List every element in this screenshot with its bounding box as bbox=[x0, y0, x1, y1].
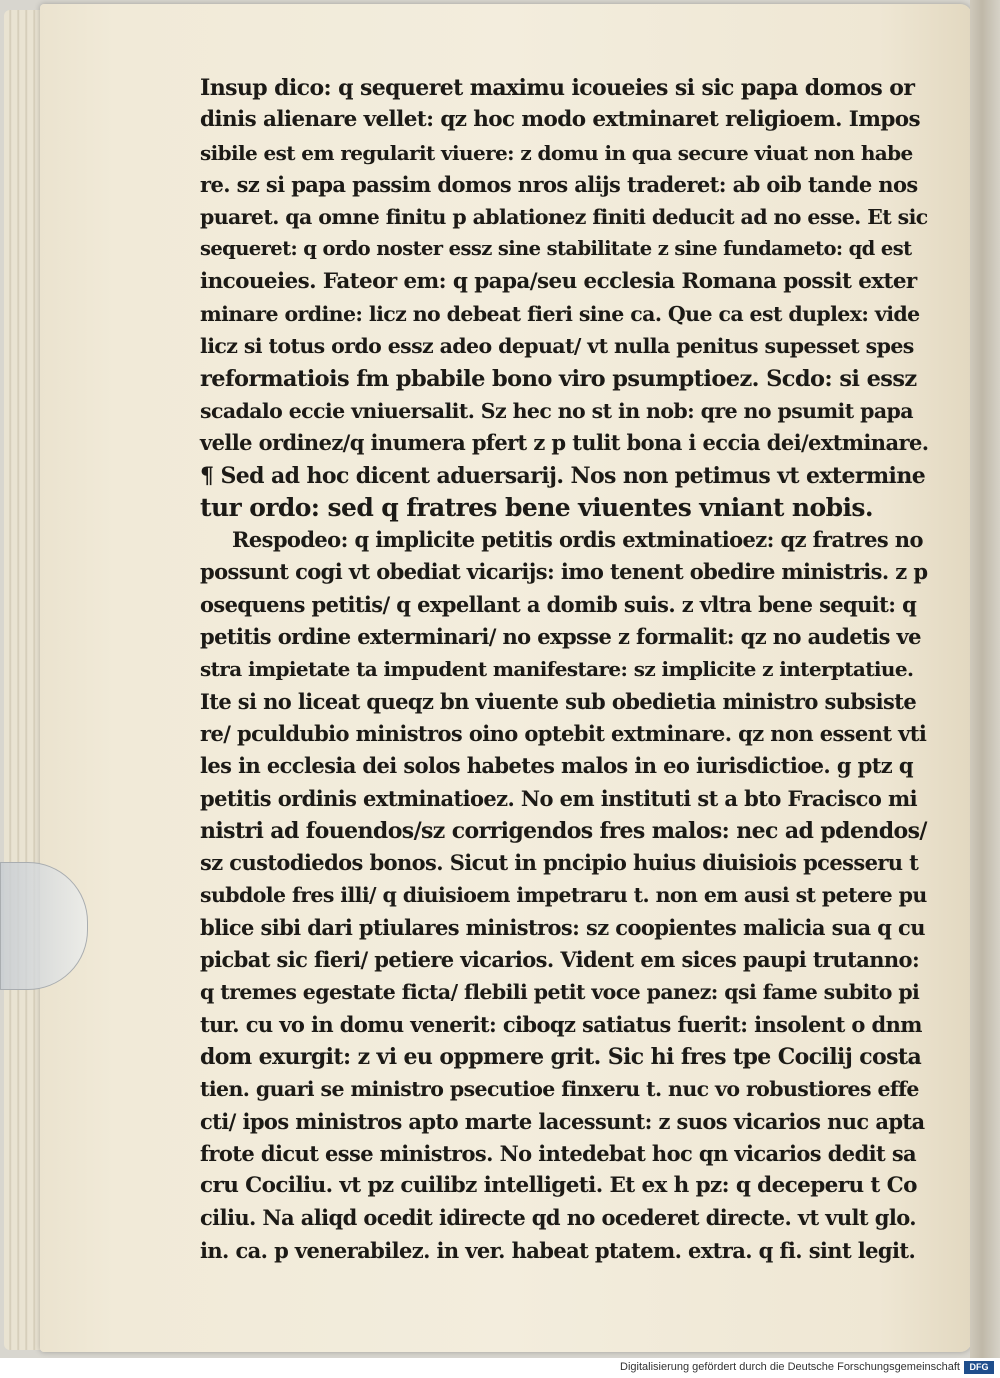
text-line: re. sz si papa passim domos nros alijs traderet: ab oib tande nos bbox=[200, 171, 918, 197]
text-block bbox=[200, 72, 930, 1267]
text-line: Ite si no liceat queqz bn viuente sub obedietia ministro subsiste bbox=[200, 688, 917, 714]
text-line: scadalo eccie vniuersalit. Sz hec no st in nob: qre no psumit papa bbox=[200, 398, 913, 423]
dfg-logo: DFG bbox=[964, 1361, 994, 1374]
text-line: les in ecclesia dei solos habetes malos in eo iurisdictioe. g ptz q bbox=[200, 753, 913, 779]
text-line: minare ordine: licz no debeat fieri sine ca. Que ca est duplex: vide bbox=[200, 302, 920, 327]
text-line: cti/ ipos ministros apto marte lacessunt: z suos vicarios nuc apta bbox=[200, 1108, 925, 1134]
text-line: Insup dico: q sequeret maximu icoueies si sic papa domos or bbox=[200, 75, 915, 101]
text-line: stra impietate ta impudent manifestare: sz implicite z interptatiue. bbox=[200, 657, 914, 682]
text-line: sibile est em regularit viuere: z domu in qua secure viuat non habe bbox=[200, 140, 913, 165]
text-line: cru Cociliu. vt pz cuilibz intelligeti. Et ex h pz: q deceperu t Co bbox=[200, 1173, 917, 1199]
text-line: in. ca. p venerabilez. in ver. habeat ptatem. extra. q fi. sint legit. bbox=[200, 1237, 916, 1263]
text-line: velle ordinez/q inumera pfert z p tulit bona i eccia dei/extminare. bbox=[200, 430, 929, 456]
text-line: picbat sic fieri/ petiere vicarios. Vident em sices paupi trutanno: bbox=[200, 947, 920, 973]
text-line: dinis alienare vellet: qz hoc modo extminaret religioem. Impos bbox=[200, 107, 921, 133]
funding-credit: Digitalisierung gefördert durch die Deutsche Forschungsgemeinschaft bbox=[620, 1361, 960, 1373]
text-line: tien. guari se ministro psecutioe finxeru t. nuc vo robustiores effe bbox=[200, 1077, 919, 1102]
binding-shadow bbox=[970, 0, 1000, 1358]
text-line-paragraph-start: Respodeo: q implicite petitis ordis extminatioez: qz fratres no bbox=[232, 527, 923, 553]
text-line: frote dicut esse ministros. No intedebat hoc qn vicarios dedit sa bbox=[200, 1140, 917, 1166]
text-line: petitis ordine exterminari/ no expsse z formalit: qz no audetis ve bbox=[200, 624, 921, 650]
text-line: incoueies. Fateor em: q papa/seu ecclesia Romana possit exter bbox=[200, 268, 917, 294]
digitization-footer bbox=[0, 1358, 1000, 1378]
text-line: tur ordo: sed q fratres bene viuentes vniant nobis. bbox=[200, 492, 873, 522]
text-line: subdole fres illi/ q diuisioem impetraru t. non em ausi st petere pu bbox=[200, 883, 927, 908]
text-line: q tremes egestate ficta/ flebili petit voce panez: qsi fame subito pi bbox=[200, 980, 920, 1005]
text-line: ciliu. Na aliqd ocedit idirecte qd no ocederet directe. vt vult glo. bbox=[200, 1205, 916, 1231]
text-line: sz custodiedos bonos. Sicut in pncipio huius diuisiois pcesseru t bbox=[200, 850, 919, 876]
text-line: re/ pculdubio ministros oino optebit extminare. qz non essent vti bbox=[200, 720, 927, 746]
text-line: puaret. qa omne finitu p ablationez finiti deducit ad no esse. Et sic bbox=[200, 205, 928, 230]
text-line: reformatiois fm pbabile bono viro psumptioez. Scdo: si essz bbox=[200, 365, 917, 392]
text-line: licz si totus ordo essz adeo depuat/ vt nulla penitus supesset spes bbox=[200, 334, 914, 359]
text-line: sequeret: q ordo noster essz sine stabilitate z sine fundameto: qd est bbox=[200, 237, 912, 261]
text-line: tur. cu vo in domu venerit: ciboqz satiatus fuerit: insolent o dnm bbox=[200, 1011, 922, 1037]
text-line: dom exurgit: z vi eu oppmere grit. Sic hi fres tpe Cocilij costa bbox=[200, 1043, 922, 1070]
text-line: osequens petitis/ q expellant a domib suis. z vltra bene sequit: q bbox=[200, 591, 917, 617]
text-line: petitis ordinis extminatioez. No em instituti st a bto Fracisco mi bbox=[200, 785, 917, 811]
text-line: nistri ad fouendos/sz corrigendos fres malos: nec ad pdendos/ bbox=[200, 817, 927, 844]
text-line: possunt cogi vt obediat vicarijs: imo tenent obedire ministris. z p bbox=[200, 559, 928, 585]
text-line: ¶ Sed ad hoc dicent aduersarij. Nos non petimus vt extermine bbox=[200, 462, 926, 489]
text-line: blice sibi dari ptiulares ministros: sz coopientes malicia sua q cu bbox=[200, 914, 925, 940]
